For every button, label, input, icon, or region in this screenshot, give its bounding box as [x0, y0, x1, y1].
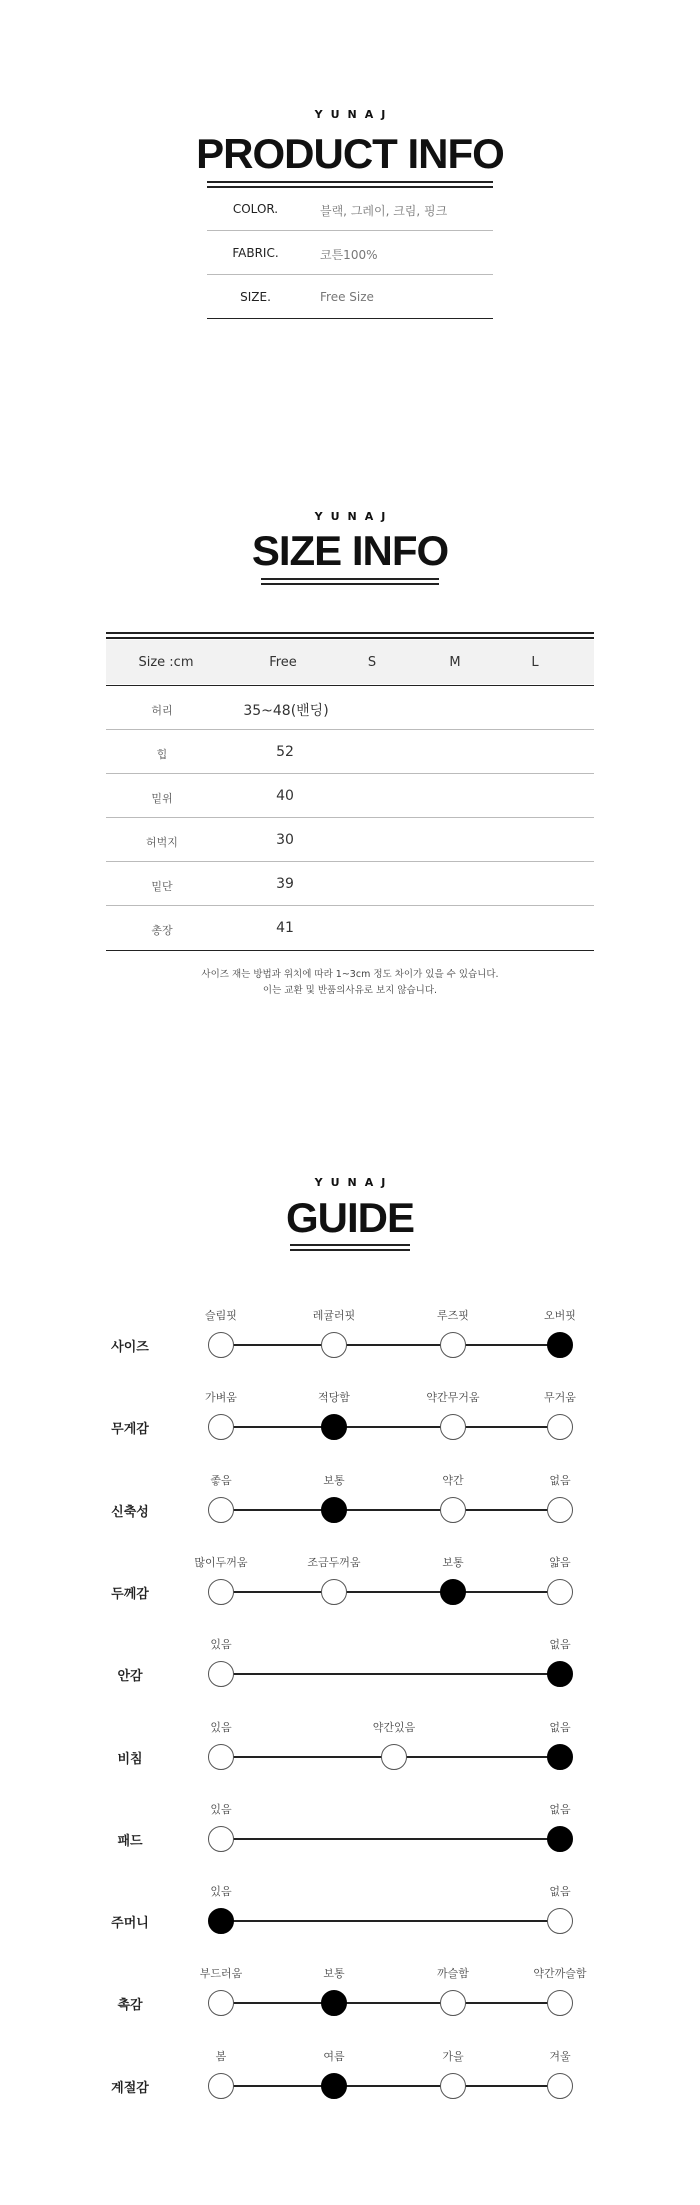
guide-category-label: 신축성 — [111, 1505, 149, 1520]
guide-dot-selected — [321, 2073, 347, 2099]
guide-dot-selected — [547, 1744, 573, 1770]
guide-option-label: 적당함 — [318, 1391, 350, 1404]
guide-track-line — [221, 1426, 560, 1428]
guide-option-label: 가벼움 — [205, 1391, 237, 1404]
guide-dot — [208, 1497, 234, 1523]
guide-dot — [440, 1990, 466, 2016]
header-s: S — [367, 655, 377, 670]
header-bottom-border — [106, 685, 594, 686]
guide-dot — [208, 2073, 234, 2099]
guide-dot — [547, 1908, 573, 1934]
table-row-label: 밑단 — [151, 880, 173, 893]
table-row-label: 힙 — [156, 748, 168, 761]
guide-category-label: 무게감 — [111, 1422, 149, 1437]
guide-option-label: 약간까슬함 — [533, 1967, 587, 1980]
guide-option-label: 부드러움 — [199, 1967, 243, 1980]
table-row-value: 41 — [276, 920, 294, 936]
guide-dot — [440, 1414, 466, 1440]
guide-option-label: 보통 — [323, 1474, 345, 1487]
guide-track-line — [221, 2002, 560, 2004]
title-underline — [261, 583, 439, 585]
header-free: Free — [269, 655, 297, 670]
title-underline — [290, 1249, 410, 1251]
guide-option-label: 없음 — [549, 1885, 571, 1898]
guide-dot — [547, 1497, 573, 1523]
guide-dot — [208, 1579, 234, 1605]
guide-track-line — [221, 1509, 560, 1511]
guide-track-line — [221, 1673, 560, 1675]
guide-dot — [440, 1332, 466, 1358]
title-underline — [207, 181, 493, 183]
row-divider — [207, 230, 493, 231]
table-row-value: 52 — [276, 744, 294, 760]
guide-dot — [381, 1744, 407, 1770]
guide-option-label: 있음 — [210, 1638, 232, 1651]
row-divider — [106, 773, 594, 774]
guide-option-label: 있음 — [210, 1803, 232, 1816]
guide-category-label: 계절감 — [111, 2081, 149, 2096]
table-bottom-border — [106, 950, 594, 951]
row-divider — [207, 274, 493, 275]
guide-option-label: 많이두꺼움 — [194, 1556, 248, 1569]
header-size-cm: Size :cm — [138, 655, 194, 670]
guide-dot — [321, 1332, 347, 1358]
guide-dot-selected — [440, 1579, 466, 1605]
guide-dot — [208, 1332, 234, 1358]
table-row-label: 총장 — [151, 924, 173, 937]
guide-dot-selected — [547, 1332, 573, 1358]
guide-category-label: 사이즈 — [111, 1340, 149, 1355]
size-label: SIZE. — [240, 290, 271, 304]
guide-track-line — [221, 2085, 560, 2087]
guide-option-label: 오버핏 — [544, 1309, 576, 1322]
table-top-border — [106, 637, 594, 639]
table-row-label: 허리 — [151, 704, 173, 717]
guide-dot — [208, 1990, 234, 2016]
guide-dot — [547, 1414, 573, 1440]
guide-option-label: 없음 — [549, 1474, 571, 1487]
fabric-label: FABRIC. — [232, 246, 279, 260]
guide-dot — [547, 1990, 573, 2016]
guide-category-label: 안감 — [117, 1669, 143, 1684]
guide-dot — [440, 1497, 466, 1523]
guide-dot — [208, 1414, 234, 1440]
guide-option-label: 없음 — [549, 1721, 571, 1734]
table-row-value: 40 — [276, 788, 294, 804]
guide-option-label: 무거움 — [544, 1391, 576, 1404]
guide-option-label: 좋음 — [210, 1474, 232, 1487]
guide-option-label: 있음 — [210, 1885, 232, 1898]
guide-category-label: 패드 — [117, 1834, 143, 1849]
guide-option-label: 봄 — [215, 2050, 227, 2063]
guide-dot — [547, 1579, 573, 1605]
guide-option-label: 없음 — [549, 1803, 571, 1816]
row-divider — [106, 905, 594, 906]
guide-track-line — [221, 1591, 560, 1593]
guide-category-label: 주머니 — [111, 1916, 149, 1931]
guide-dot-selected — [321, 1990, 347, 2016]
guide-option-label: 슬림핏 — [205, 1309, 237, 1322]
fabric-value: 코튼100% — [320, 248, 378, 262]
guide-option-label: 없음 — [549, 1638, 571, 1651]
guide-option-label: 약간 — [442, 1474, 464, 1487]
header-m: M — [449, 655, 461, 670]
guide-dot-selected — [547, 1661, 573, 1687]
guide-option-label: 보통 — [323, 1967, 345, 1980]
size-value: Free Size — [320, 290, 374, 304]
guide-option-label: 겨울 — [549, 2050, 571, 2063]
title-underline — [207, 186, 493, 188]
guide-option-label: 얇음 — [549, 1556, 571, 1569]
guide-option-label: 까슬함 — [437, 1967, 469, 1980]
table-row-value: 35~48(밴딩) — [243, 703, 329, 719]
guide-track-line — [221, 1920, 560, 1922]
guide-option-label: 여름 — [323, 2050, 345, 2063]
guide-option-label: 약간있음 — [372, 1721, 416, 1734]
guide-dot — [440, 2073, 466, 2099]
product-info-title: PRODUCT INFO — [196, 130, 504, 177]
guide-option-label: 있음 — [210, 1721, 232, 1734]
color-label: COLOR. — [232, 202, 279, 216]
size-info-title: SIZE INFO — [251, 527, 449, 574]
guide-option-label: 조금두꺼움 — [307, 1556, 361, 1569]
guide-dot-selected — [321, 1414, 347, 1440]
title-underline — [290, 1244, 410, 1246]
guide-dot — [547, 2073, 573, 2099]
table-row-value: 39 — [276, 876, 294, 892]
guide-dot — [321, 1579, 347, 1605]
guide-option-label: 가을 — [442, 2050, 464, 2063]
guide-category-label: 비침 — [117, 1752, 143, 1767]
guide-option-label: 약간무거움 — [426, 1391, 480, 1404]
row-divider — [106, 817, 594, 818]
guide-category-label: 촉감 — [117, 1998, 143, 2013]
table-bottom-border — [207, 318, 493, 319]
guide-dot-selected — [321, 1497, 347, 1523]
guide-title: GUIDE — [285, 1194, 414, 1241]
guide-track-line — [221, 1838, 560, 1840]
size-note-line-1: 사이즈 재는 방법과 위치에 따라 1~3cm 정도 차이가 있을 수 있습니다. — [201, 969, 499, 980]
guide-dot-selected — [547, 1826, 573, 1852]
guide-dot — [208, 1826, 234, 1852]
guide-dot — [208, 1661, 234, 1687]
guide-dot — [208, 1744, 234, 1770]
size-note-line-2: 이는 교환 및 반품의사유로 보지 않습니다. — [262, 985, 438, 996]
guide-category-label: 두께감 — [111, 1587, 149, 1602]
title-underline — [261, 578, 439, 580]
guide-option-label: 레귤러핏 — [312, 1309, 356, 1322]
color-value: 블랙, 그레이, 크림, 핑크 — [320, 204, 448, 218]
size-info-brand: YUNAJ — [314, 510, 394, 523]
header-l: L — [531, 655, 539, 670]
table-top-border — [106, 632, 594, 634]
table-row-value: 30 — [276, 832, 294, 848]
table-row-label: 허벅지 — [146, 836, 178, 849]
guide-track-line — [221, 1344, 560, 1346]
guide-brand: YUNAJ — [314, 1176, 394, 1189]
guide-option-label: 루즈핏 — [437, 1309, 469, 1322]
row-divider — [106, 861, 594, 862]
guide-dot-selected — [208, 1908, 234, 1934]
product-info-brand: YUNAJ — [314, 108, 394, 121]
row-divider — [106, 729, 594, 730]
table-row-label: 밑위 — [151, 792, 173, 805]
guide-option-label: 보통 — [442, 1556, 464, 1569]
